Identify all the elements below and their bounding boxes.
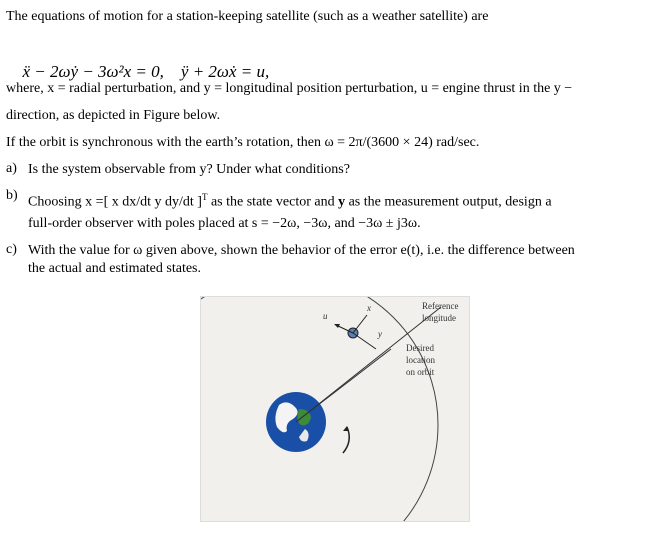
reference-label-1: Reference bbox=[422, 301, 459, 311]
y-axis-line bbox=[353, 333, 376, 349]
item-b-text bbox=[28, 188, 552, 212]
equation-longitudinal: ÿ + 2ωẋ = u, bbox=[180, 62, 270, 81]
item-c-text: With the value for ω given above, shown the behavior of the error e(t), i.e. the difference between bbox=[28, 243, 575, 258]
item-c-line-2: the actual and estimated states. bbox=[28, 261, 201, 276]
label-u: u bbox=[323, 311, 328, 321]
orbit-line: If the orbit is synchronous with the earth’s rotation, then ω = 2π/(3600 × 24) rad/sec. bbox=[6, 135, 480, 150]
x-axis-line bbox=[353, 315, 367, 333]
reference-label-2: longitude bbox=[422, 313, 456, 323]
label-y: y bbox=[378, 329, 382, 339]
item-b-label: b) bbox=[6, 188, 18, 203]
equation-radial: ẍ − 2ωẏ − 3ω²x = 0, bbox=[22, 62, 164, 81]
where-line-2: direction, as depicted in Figure below. bbox=[6, 108, 221, 123]
desired-label-1: Desired bbox=[406, 343, 434, 353]
item-b-bold: y bbox=[338, 194, 346, 210]
item-b-text-mid: as the state vector and bbox=[207, 194, 339, 210]
desired-label-3: on orbit bbox=[406, 367, 435, 377]
item-b-line-2: full-order observer with poles placed at s = −2ω, −3ω, and −3ω ± j3ω. bbox=[28, 216, 421, 231]
item-b-text-post: as the measurement output, design a bbox=[345, 194, 552, 210]
item-c-label: c) bbox=[6, 242, 17, 257]
desired-label-2: location bbox=[406, 355, 435, 365]
item-a-label: a) bbox=[6, 161, 17, 176]
item-a-text: Is the system observable from y? Under what conditions? bbox=[28, 162, 350, 177]
intro-text: The equations of motion for a station-keeping satellite (such as a weather satellite) are bbox=[6, 9, 489, 24]
item-b-text-pre: Choosing x =[ x dx/dt y dy/dt ] bbox=[28, 194, 202, 210]
where-line-1: where, x = radial perturbation, and y = longitudinal position perturbation, u = engine thrust in the y − bbox=[6, 81, 573, 96]
item-b-sup: T bbox=[201, 192, 208, 202]
desired-location-line bbox=[296, 349, 391, 422]
equations-of-motion bbox=[14, 42, 269, 82]
orbit-figure bbox=[200, 296, 470, 522]
label-x: x bbox=[367, 303, 371, 313]
orbit-diagram bbox=[201, 297, 469, 521]
